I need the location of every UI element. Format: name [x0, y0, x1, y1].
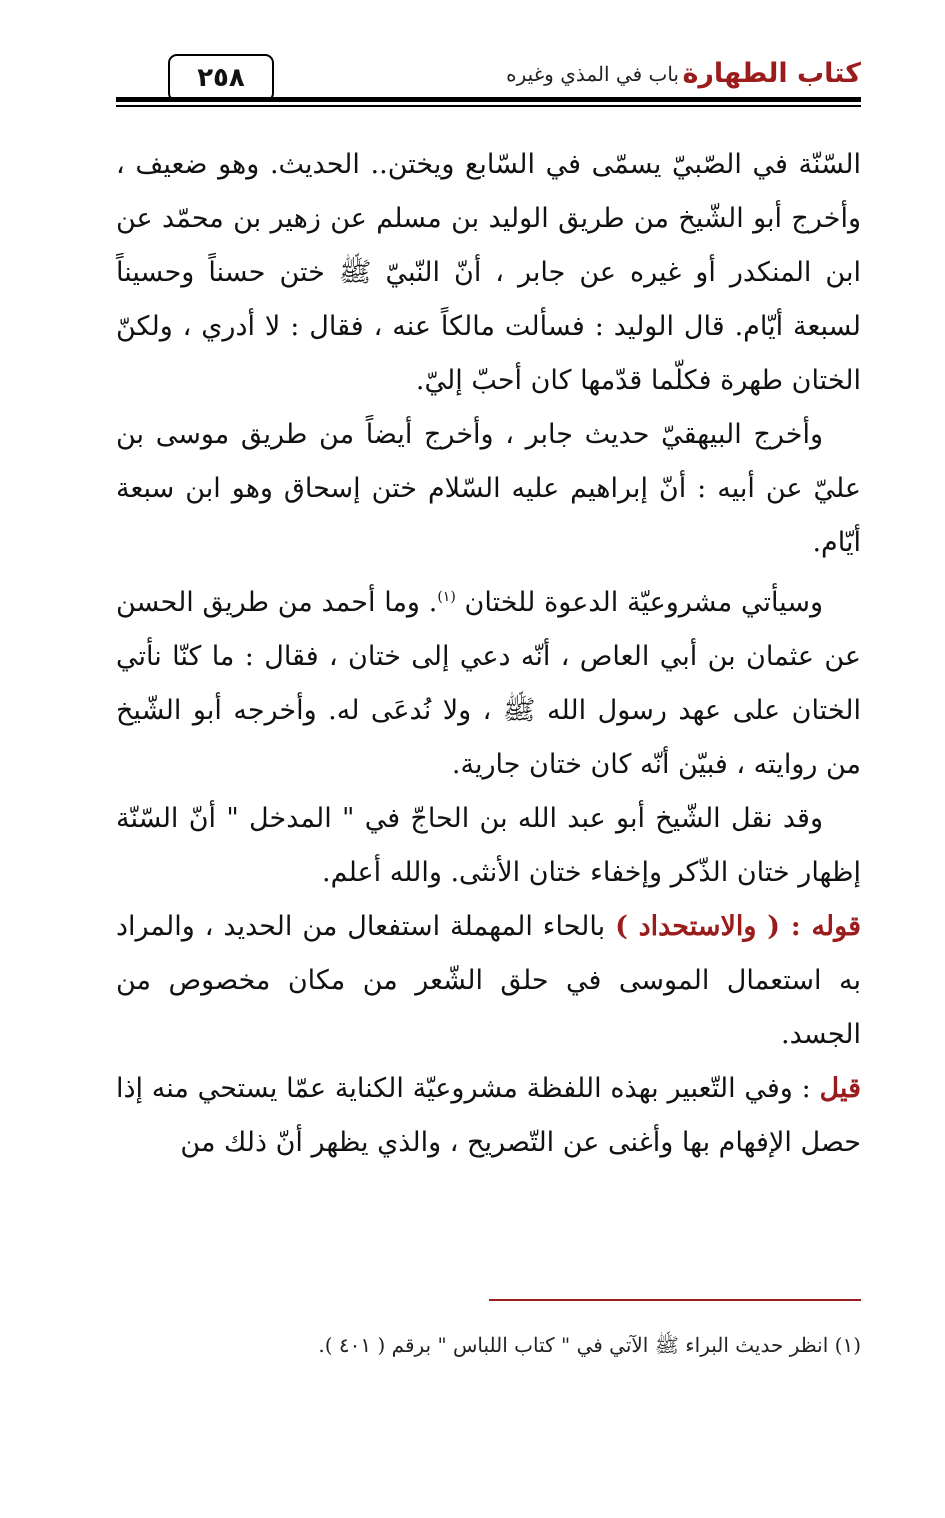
paragraph — [116, 1062, 861, 1170]
footnote-reference[interactable]: (١) — [437, 589, 456, 605]
paragraph — [116, 570, 861, 792]
paragraph-text: وسيأتي مشروعيّة الدعوة للختان — [464, 587, 823, 618]
paragraph-text: . وما أحمد من طريق الحسن عن عثمان بن أبي العاص ، أنّه دعي إلى ختان ، فقال : ما كنّا نأتي الختان على عهد رسول الله ﷺ ، ولا نُدعَى له. وأخرجه أبو الشّيخ من روايته ، فبيّن أنّه كان ختان جارية. — [116, 587, 861, 780]
body-text — [116, 138, 861, 1170]
paragraph — [116, 900, 861, 1062]
paragraph-text: : وفي التّعبير بهذه اللفظة مشروعيّة الكناية عمّا يستحي منه إذا حصل الإفهام بها وأغنى عن التّصريح ، والذي يظهر أنّ ذلك من — [116, 1073, 861, 1158]
header-rule-thick — [116, 97, 861, 102]
book-title: كتاب الطهارة — [682, 58, 861, 89]
footnote-separator — [489, 1299, 861, 1301]
chapter-title: باب في المذي وغيره — [506, 62, 679, 86]
footnote: (١) انظر حديث البراء ﷺ الآتي في " كتاب اللباس " برقم ( ٤٠١ ). — [318, 1333, 861, 1357]
paragraph-text: بالحاء المهملة استفعال من الحديد ، والمراد به استعمال الموسى في حلق الشّعر من مكان مخصوص من الجسد. — [116, 911, 861, 1050]
header-rule-thin — [116, 105, 861, 107]
paragraph: وقد نقل الشّيخ أبو عبد الله بن الحاجّ في " المدخل " أنّ السّنّة إظهار ختان الذّكر وإخفاء ختان الأنثى. والله أعلم. — [116, 803, 861, 888]
page-number-box: ٢٥٨ — [168, 54, 274, 102]
commentary-lemma: قوله : ( والاستحداد ) — [615, 911, 862, 942]
paragraph: السّنّة في الصّبيّ يسمّى في السّابع ويختن.. الحديث. وهو ضعيف ، وأخرج أبو الشّيخ من طريق الوليد بن مسلم عن زهير بن محمّد عن ابن المنكدر أو غيره عن جابر ، أنّ النّبيّ ﷺ ختن حسناً وحسيناً لسبعة أيّام. قال الوليد : فسألت مالكاً عنه ، فقال : لا أدري ، ولكنّ الختان طهرة فكلّما قدّمها كان أحبّ إليّ. — [116, 149, 861, 396]
paragraph: وأخرج البيهقيّ حديث جابر ، وأخرج أيضاً من طريق موسى بن عليّ عن أبيه : أنّ إبراهيم عليه السّلام ختن إسحاق وهو ابن سبعة أيّام. — [116, 419, 861, 558]
commentary-lemma: قيل — [819, 1073, 861, 1104]
